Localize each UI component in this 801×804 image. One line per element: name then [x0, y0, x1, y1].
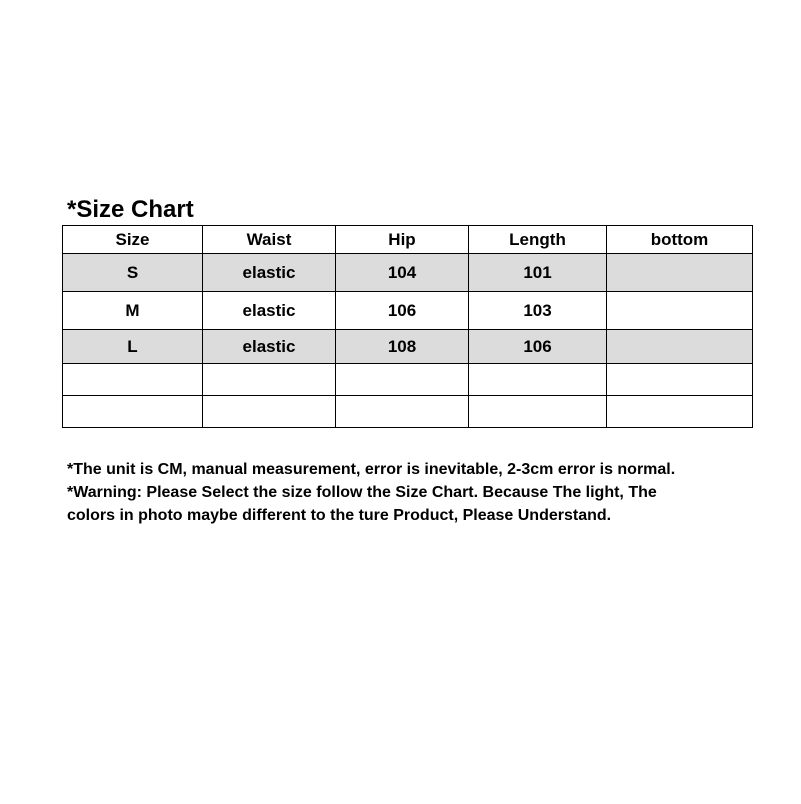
table-cell	[469, 396, 607, 428]
warning-note-continued: colors in photo maybe different to the ture Product, Please Understand.	[67, 507, 612, 524]
table-cell: 108	[336, 330, 469, 364]
unit-note: *The unit is CM, manual measurement, error is inevitable, 2-3cm error is normal.	[67, 461, 676, 478]
table-cell: elastic	[203, 292, 336, 330]
table-row	[63, 396, 753, 428]
table-cell: L	[63, 330, 203, 364]
header-cell-size: Size	[63, 226, 203, 254]
table-cell	[203, 396, 336, 428]
table-cell	[203, 364, 336, 396]
table-row	[63, 364, 753, 396]
warning-note: *Warning: Please Select the size follow the Size Chart. Because The light, The	[67, 484, 657, 501]
table-cell: elastic	[203, 330, 336, 364]
header-cell-length: Length	[469, 226, 607, 254]
table-header-row	[63, 226, 753, 254]
header-cell-bottom: bottom	[607, 226, 753, 254]
header-cell-waist: Waist	[203, 226, 336, 254]
table-cell	[63, 396, 203, 428]
table-cell: 104	[336, 254, 469, 292]
table-cell	[336, 364, 469, 396]
table-row	[63, 254, 753, 292]
table-cell: 106	[469, 330, 607, 364]
size-chart-title: *Size Chart	[67, 196, 194, 223]
table-cell: S	[63, 254, 203, 292]
table-cell	[607, 292, 753, 330]
table-cell: M	[63, 292, 203, 330]
table-cell: 103	[469, 292, 607, 330]
table-row	[63, 330, 753, 364]
table-cell	[469, 364, 607, 396]
table-cell: 101	[469, 254, 607, 292]
table-cell: 106	[336, 292, 469, 330]
table-cell	[607, 396, 753, 428]
table-cell	[63, 364, 203, 396]
table-row	[63, 292, 753, 330]
table-cell	[607, 254, 753, 292]
table-cell	[336, 396, 469, 428]
table-cell	[607, 364, 753, 396]
table-cell: elastic	[203, 254, 336, 292]
header-cell-hip: Hip	[336, 226, 469, 254]
table-cell	[607, 330, 753, 364]
size-chart-table	[62, 225, 753, 428]
notes-block	[67, 458, 767, 527]
